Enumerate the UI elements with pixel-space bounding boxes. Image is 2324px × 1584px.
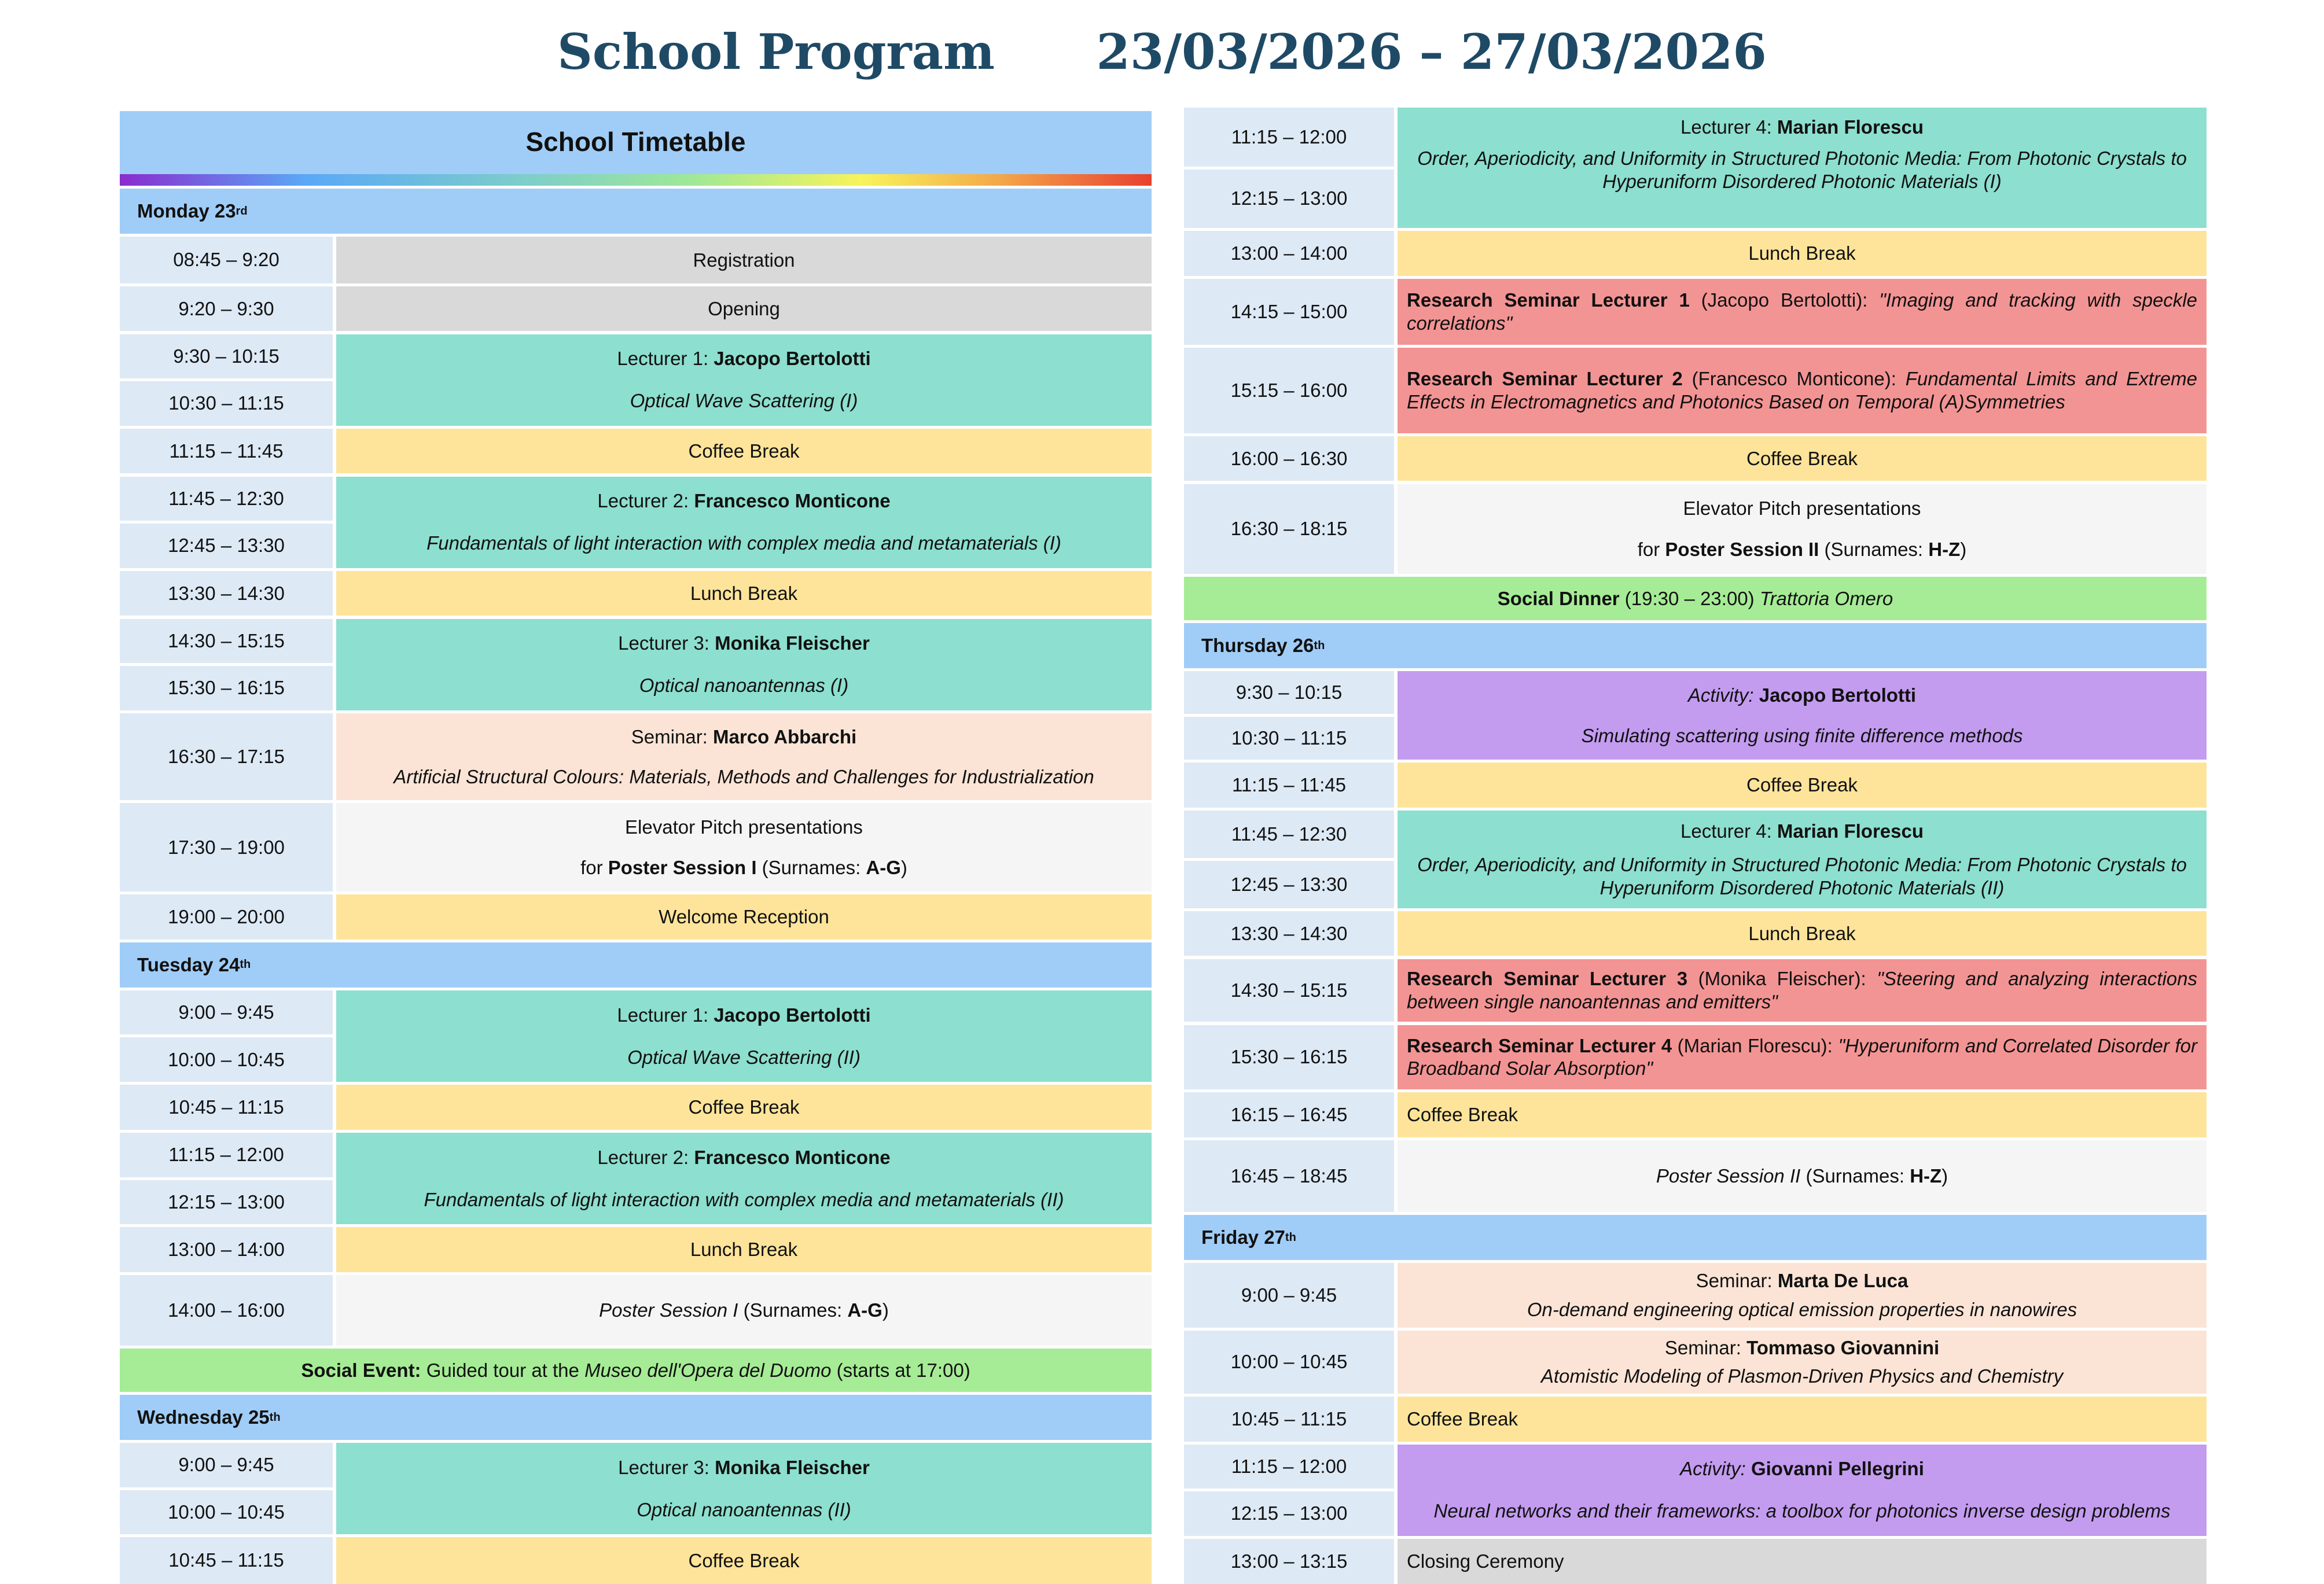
- text-segment: Neural networks and their frameworks: a toolbox for photonics inverse design problems: [1433, 1500, 2171, 1522]
- schedule-row: [1184, 1397, 2207, 1442]
- text-segment: Lecturer 3:: [618, 632, 715, 654]
- schedule-row: [120, 237, 1152, 283]
- text-line: [424, 1188, 1064, 1211]
- time-slot: 14:30 – 15:15: [1184, 959, 1394, 1022]
- day-row: [1184, 623, 2207, 668]
- session-research: [1398, 279, 2207, 345]
- schedule-row: [120, 286, 1152, 331]
- text-line: [1581, 724, 2023, 747]
- time-slot: 10:30 – 11:15: [120, 381, 333, 425]
- session-lecture: [336, 477, 1152, 568]
- session-admin: [336, 237, 1152, 283]
- text-segment: (Francesco Monticone):: [1682, 368, 1906, 390]
- session-break: [1398, 436, 2207, 481]
- time-slot: 13:30 – 14:30: [1184, 911, 1394, 956]
- text-segment: H-Z: [1928, 539, 1961, 561]
- schedule-row: [1184, 1025, 2207, 1089]
- schedule-row: [1184, 1263, 2207, 1327]
- schedule-row: [120, 477, 1152, 568]
- text-line: [617, 347, 870, 370]
- text-line: [1681, 820, 1924, 843]
- schedule-row: [1184, 108, 2207, 227]
- text-segment: Activity:: [1687, 684, 1759, 706]
- schedule-row: [1184, 436, 2207, 481]
- text-line: [301, 1360, 970, 1382]
- text-segment: Lunch Break: [1748, 922, 1856, 944]
- time-slot: 12:15 – 13:00: [1184, 170, 1394, 228]
- session-poster: [1398, 1140, 2207, 1212]
- text-segment: Lunch Break: [1748, 242, 1856, 264]
- text-segment: Fundamentals of light interaction with complex media and metamaterials (I): [426, 532, 1061, 554]
- time-slot: 16:45 – 18:45: [1184, 1140, 1394, 1212]
- text-line: [693, 249, 795, 272]
- text-segment: Jacopo Bertolotti: [714, 348, 871, 370]
- text-line: [1407, 1408, 1518, 1431]
- time-slot: 10:45 – 11:15: [1184, 1397, 1394, 1442]
- day-row: [1184, 1215, 2207, 1260]
- text-segment: Coffee Break: [1407, 1104, 1518, 1126]
- time-slot: 11:15 – 12:00: [1184, 1445, 1394, 1489]
- text-line: [618, 632, 870, 655]
- text-segment: "Hyperuniform and Correlated Disorder for Broadband Solar Absorption": [1407, 1034, 2198, 1080]
- day-label: Thursday 26: [1201, 635, 1314, 657]
- time-slot: 14:30 – 15:15: [120, 619, 333, 663]
- text-segment: Tommaso Giovannini: [1746, 1337, 1940, 1359]
- text-segment: Coffee Break: [1746, 774, 1858, 796]
- time-slot: 19:00 – 20:00: [120, 894, 333, 940]
- text-line: [1665, 1336, 1939, 1360]
- text-segment: Research Seminar Lecturer 4: [1407, 1034, 1672, 1056]
- schedule-row: [1184, 811, 2207, 908]
- text-line: [1746, 447, 1858, 470]
- text-line: [1407, 1103, 1518, 1126]
- time-slot: 9:00 – 9:45: [120, 1443, 333, 1487]
- text-segment: Social Dinner: [1497, 587, 1620, 609]
- session-lecture: [336, 990, 1152, 1082]
- text-segment: Francesco Monticone: [694, 490, 891, 512]
- schedule-row: [120, 1537, 1152, 1583]
- text-line: [625, 816, 863, 839]
- time-slot: 15:15 – 16:00: [1184, 348, 1394, 433]
- session-activity: [1398, 671, 2207, 760]
- time-slot: 13:00 – 14:00: [1184, 231, 1394, 276]
- schedule-row: [1184, 911, 2207, 956]
- time-slot: 15:30 – 16:15: [1184, 1025, 1394, 1089]
- text-segment: Fundamentals of light interaction with complex media and metamaterials (II): [424, 1188, 1064, 1210]
- text-segment: Activity:: [1680, 1458, 1751, 1480]
- day-suffix: th: [269, 1410, 281, 1424]
- schedule-row: [1184, 1539, 2207, 1584]
- text-segment: Lecturer 3:: [618, 1456, 715, 1478]
- session-lecture: [336, 334, 1152, 426]
- text-line: [637, 1498, 851, 1522]
- text-segment: "Imaging and tracking with speckle correlations": [1407, 289, 2197, 334]
- session-research: [1398, 959, 2207, 1022]
- session-break: [1398, 1397, 2207, 1442]
- text-segment: Lunch Break: [690, 582, 798, 604]
- text-segment: (starts at 17:00): [831, 1359, 970, 1381]
- text-segment: Monika Fleischer: [715, 1456, 870, 1478]
- text-segment: Seminar:: [631, 725, 714, 747]
- text-segment: Social Event:: [301, 1359, 421, 1381]
- session-admin: [336, 286, 1152, 331]
- text-segment: Welcome Reception: [659, 906, 829, 928]
- time-slot: 16:15 – 16:45: [1184, 1092, 1394, 1137]
- time-slot: 9:20 – 9:30: [120, 286, 333, 331]
- text-segment: Lecturer 4:: [1681, 116, 1777, 138]
- text-segment: Lecturer 2:: [597, 490, 694, 512]
- time-slot: 11:15 – 12:00: [1184, 108, 1394, 166]
- text-line: [597, 1146, 890, 1169]
- text-segment: Lecturer 4:: [1681, 820, 1777, 842]
- text-segment: (Marian Florescu):: [1672, 1034, 1838, 1056]
- time-slot: 16:30 – 18:15: [1184, 484, 1394, 574]
- time-slot: 13:00 – 14:00: [120, 1227, 333, 1272]
- text-line: [659, 905, 829, 929]
- time-slot: 9:00 – 9:45: [1184, 1263, 1394, 1327]
- schedule-row: [1184, 671, 2207, 760]
- session-break: [1398, 911, 2207, 956]
- text-line: [426, 532, 1061, 555]
- text-segment: Marian Florescu: [1777, 820, 1924, 842]
- day-header: [120, 942, 1152, 988]
- day-label: Friday 27: [1201, 1226, 1285, 1248]
- text-line: [688, 1096, 799, 1119]
- text-line: [1696, 1269, 1909, 1292]
- time-slot: 10:00 – 10:45: [1184, 1331, 1394, 1394]
- text-segment: Order, Aperiodicity, and Uniformity in Structured Photonic Media: From Photonic Crystals to Hyperuniform Disordered Photonic Materials (II): [1417, 853, 2187, 898]
- text-segment: Closing Ceremony: [1407, 1550, 1564, 1572]
- text-segment: On-demand engineering optical emission properties in nanowires: [1527, 1299, 2077, 1321]
- schedule-row: [120, 571, 1152, 616]
- text-segment: Fundamental Limits and Extreme Effects in Electromagnetics and Photonics Based on Temporal (A)Symmetries: [1407, 368, 2198, 412]
- schedule-row: [1184, 279, 2207, 345]
- time-slot: 11:45 – 12:30: [120, 477, 333, 521]
- session-break: [1398, 231, 2207, 276]
- text-segment: (Jacopo Bertolotti):: [1689, 289, 1880, 311]
- time-slot: 9:30 – 10:15: [1184, 671, 1394, 714]
- text-line: [1680, 1457, 1924, 1480]
- text-segment: Poster Session I: [599, 1299, 738, 1321]
- session-break: [1398, 762, 2207, 808]
- day-header: [1184, 623, 2207, 668]
- session-poster: [1398, 484, 2207, 574]
- time-slot: 17:30 – 19:00: [120, 803, 333, 892]
- schedule-row: [1184, 348, 2207, 433]
- text-segment: Elevator Pitch presentations: [625, 816, 863, 838]
- text-line: [1407, 1034, 2197, 1080]
- text-line: [617, 1004, 870, 1027]
- day-header: [120, 1395, 1152, 1440]
- text-line: [1688, 684, 1916, 707]
- text-line: [1541, 1365, 2063, 1388]
- time-slot: 12:15 – 13:00: [120, 1180, 333, 1224]
- text-line: [690, 1238, 797, 1261]
- text-segment: Order, Aperiodicity, and Uniformity in Structured Photonic Media: From Photonic Crystals to Hyperuniform Disordered Photonic Materials (I): [1417, 148, 2187, 192]
- social-event: [1184, 577, 2207, 620]
- text-segment: Jacopo Bertolotti: [714, 1004, 871, 1026]
- text-line: [597, 489, 890, 513]
- text-segment: "Steering and analyzing interactions between single nanoantennas and emitters": [1407, 968, 2197, 1012]
- text-segment: Optical Wave Scattering (I): [630, 390, 858, 412]
- day-suffix: th: [1314, 639, 1325, 652]
- text-segment: Seminar:: [1696, 1270, 1778, 1292]
- schedule-row: [120, 1275, 1152, 1346]
- day-header: [1184, 1215, 2207, 1260]
- text-segment: Atomistic Modeling of Plasmon-Driven Physics and Chemistry: [1540, 1365, 2064, 1387]
- time-slot: 12:15 – 13:00: [1184, 1491, 1394, 1535]
- text-segment: Lecturer 1:: [617, 348, 714, 370]
- text-segment: Jacopo Bertolotti: [1759, 684, 1917, 706]
- text-line: [580, 856, 907, 879]
- text-line: [1638, 538, 1967, 561]
- text-segment: Coffee Break: [1407, 1408, 1518, 1430]
- session-break: [336, 894, 1152, 940]
- session-research: [1398, 1025, 2207, 1089]
- day-label: Wednesday 25: [137, 1406, 270, 1428]
- text-segment: Trattoria Omero: [1759, 587, 1893, 609]
- text-segment: Monika Fleischer: [715, 632, 870, 654]
- time-slot: 11:15 – 11:45: [120, 429, 333, 474]
- time-slot: 16:30 – 17:15: [120, 713, 333, 800]
- text-segment: Optical Wave Scattering (II): [627, 1046, 861, 1068]
- text-segment: Seminar:: [1664, 1337, 1747, 1359]
- day-row: [120, 1395, 1152, 1440]
- text-line: [639, 674, 848, 697]
- schedule-row: [120, 894, 1152, 940]
- day-label: Tuesday 24: [137, 953, 240, 975]
- text-line: [1498, 588, 1893, 610]
- text-line: [394, 765, 1094, 789]
- time-slot: 13:00 – 13:15: [1184, 1539, 1394, 1584]
- schedule-row: [1184, 762, 2207, 808]
- text-line: [1407, 289, 2197, 334]
- text-line: [1407, 367, 2197, 413]
- session-lecture: [336, 619, 1152, 710]
- text-segment: H-Z: [1910, 1165, 1942, 1187]
- text-segment: Francesco Monticone: [694, 1146, 891, 1168]
- text-segment: (19:30 – 23:00): [1619, 587, 1760, 609]
- rainbow-divider: [120, 174, 1152, 186]
- session-seminar: [1398, 1263, 2207, 1327]
- text-segment: ): [1960, 539, 1967, 561]
- text-segment: Coffee Break: [688, 1549, 800, 1571]
- title-dates: 23/03/2026 – 27/03/2026: [1096, 23, 1767, 80]
- schedule-row: [1184, 1331, 2207, 1394]
- time-slot: 14:15 – 15:00: [1184, 279, 1394, 345]
- day-suffix: rd: [236, 204, 248, 218]
- text-line: [690, 582, 797, 605]
- text-line: [688, 1549, 799, 1572]
- page-title: [0, 23, 2324, 80]
- schedule-row: [1184, 484, 2207, 574]
- text-line: [1527, 1298, 2077, 1321]
- day-header: [120, 189, 1152, 234]
- schedule-row: [120, 1227, 1152, 1272]
- session-break: [336, 1085, 1152, 1130]
- text-line: [1407, 147, 2197, 193]
- text-segment: ): [882, 1299, 889, 1321]
- schedule-row: [120, 1443, 1152, 1534]
- time-slot: 12:45 – 13:30: [1184, 861, 1394, 908]
- day-suffix: th: [240, 958, 251, 971]
- schedule-row: [120, 334, 1152, 426]
- schedule-row: [120, 429, 1152, 474]
- time-slot: 12:45 – 13:30: [120, 524, 333, 568]
- time-slot: 16:00 – 16:30: [1184, 436, 1394, 481]
- social-row: [120, 1349, 1152, 1392]
- text-segment: (Surnames:: [756, 857, 866, 879]
- text-segment: Marta De Luca: [1777, 1270, 1909, 1292]
- time-slot: 11:15 – 11:45: [1184, 762, 1394, 808]
- header-row: [120, 111, 1152, 186]
- text-segment: Coffee Break: [688, 1096, 800, 1118]
- text-segment: (Surnames:: [1800, 1165, 1910, 1187]
- text-segment: (Surnames:: [738, 1299, 848, 1321]
- text-line: [1683, 497, 1921, 520]
- session-break: [336, 571, 1152, 616]
- text-segment: Opening: [708, 297, 780, 319]
- text-segment: for: [1637, 539, 1665, 561]
- day-label: Monday 23: [137, 200, 236, 222]
- text-line: [688, 440, 799, 463]
- text-segment: Giovanni Pellegrini: [1751, 1458, 1924, 1480]
- time-slot: 10:45 – 11:15: [120, 1085, 333, 1130]
- title-main: School Program: [557, 23, 995, 80]
- time-slot: 10:45 – 11:15: [120, 1537, 333, 1583]
- schedule-row: [1184, 231, 2207, 276]
- text-line: [708, 297, 780, 321]
- text-segment: Research Seminar Lecturer 1: [1407, 289, 1690, 311]
- day-row: [120, 189, 1152, 234]
- text-line: [1746, 773, 1858, 797]
- session-seminar: [1398, 1331, 2207, 1394]
- text-segment: A-G: [847, 1299, 882, 1321]
- time-slot: 9:30 – 10:15: [120, 334, 333, 378]
- session-activity: [1398, 1445, 2207, 1536]
- schedule-row: [120, 713, 1152, 800]
- text-segment: Guided tour at the: [421, 1359, 585, 1381]
- text-segment: Marco Abbarchi: [713, 725, 857, 747]
- text-segment: Poster Session II: [1656, 1165, 1801, 1187]
- session-break: [336, 1537, 1152, 1583]
- text-line: [1407, 853, 2197, 899]
- time-slot: 9:00 – 9:45: [120, 990, 333, 1034]
- text-segment: Optical nanoantennas (II): [637, 1498, 851, 1520]
- text-segment: Lunch Break: [690, 1239, 798, 1261]
- time-slot: 13:30 – 14:30: [120, 571, 333, 616]
- text-line: [599, 1299, 889, 1322]
- text-segment: Artificial Structural Colours: Materials, Methods and Challenges for Industrialization: [394, 765, 1094, 787]
- social-event: [120, 1349, 1152, 1392]
- text-segment: A-G: [866, 857, 901, 879]
- session-break: [1398, 1092, 2207, 1137]
- text-line: [630, 389, 858, 412]
- schedule-row: [1184, 1140, 2207, 1212]
- session-admin: [1398, 1539, 2207, 1584]
- schedule-row: [1184, 1445, 2207, 1536]
- session-research: [1398, 348, 2207, 433]
- day-row: [120, 942, 1152, 988]
- text-segment: Marian Florescu: [1777, 116, 1924, 138]
- time-slot: 10:00 – 10:45: [120, 1490, 333, 1534]
- schedule-row: [120, 619, 1152, 710]
- text-line: [1407, 1550, 1564, 1573]
- text-segment: Poster Session II: [1665, 539, 1819, 561]
- schedule-row: [1184, 959, 2207, 1022]
- social-row: [1184, 577, 2207, 620]
- text-line: [1681, 116, 1924, 139]
- schedule-row: [120, 803, 1152, 892]
- text-segment: ): [1941, 1165, 1948, 1187]
- text-segment: Lecturer 2:: [597, 1146, 694, 1168]
- text-line: [1748, 242, 1855, 265]
- session-lecture: [1398, 108, 2207, 227]
- text-segment: Optical nanoantennas (I): [639, 675, 849, 697]
- schedule-row: [120, 1133, 1152, 1224]
- text-segment: Coffee Break: [688, 440, 800, 462]
- time-slot: 10:00 – 10:45: [120, 1037, 333, 1081]
- session-lecture: [1398, 811, 2207, 908]
- text-line: [1407, 967, 2197, 1013]
- text-segment: Research Seminar Lecturer 3: [1407, 968, 1688, 990]
- text-segment: Poster Session I: [608, 857, 757, 879]
- time-slot: 11:15 – 12:00: [120, 1133, 333, 1177]
- session-lecture: [336, 1133, 1152, 1224]
- time-slot: 14:00 – 16:00: [120, 1275, 333, 1346]
- schedule-row: [120, 990, 1152, 1082]
- schedule-row: [120, 1085, 1152, 1130]
- session-poster: [336, 1275, 1152, 1346]
- day-suffix: th: [1285, 1231, 1296, 1244]
- session-break: [336, 1227, 1152, 1272]
- session-seminar: [336, 713, 1152, 800]
- text-segment: Lecturer 1:: [617, 1004, 714, 1026]
- time-slot: 08:45 – 9:20: [120, 237, 333, 283]
- text-line: [618, 1456, 870, 1479]
- text-segment: ): [900, 857, 907, 879]
- text-segment: (Monika Fleischer):: [1687, 968, 1877, 990]
- text-segment: Museo dell'Opera del Duomo: [584, 1359, 832, 1381]
- text-segment: Coffee Break: [1746, 447, 1858, 469]
- text-line: [631, 725, 856, 749]
- time-slot: 11:45 – 12:30: [1184, 811, 1394, 858]
- text-line: [1656, 1165, 1948, 1188]
- session-break: [336, 429, 1152, 474]
- schedule-row: [1184, 1092, 2207, 1137]
- text-segment: Research Seminar Lecturer 2: [1407, 368, 1683, 390]
- text-segment: Registration: [693, 249, 795, 271]
- text-line: [1748, 922, 1855, 945]
- timetable-heading: School Timetable: [525, 127, 746, 157]
- text-segment: Simulating scattering using finite difference methods: [1581, 725, 2023, 747]
- session-poster: [336, 803, 1152, 892]
- text-segment: for: [580, 857, 608, 879]
- time-slot: 15:30 – 16:15: [120, 666, 333, 710]
- time-slot: 10:30 – 11:15: [1184, 717, 1394, 760]
- text-line: [1434, 1500, 2171, 1523]
- text-line: [627, 1046, 861, 1069]
- text-segment: (Surnames:: [1819, 539, 1929, 561]
- text-segment: Elevator Pitch presentations: [1683, 497, 1921, 519]
- session-lecture: [336, 1443, 1152, 1534]
